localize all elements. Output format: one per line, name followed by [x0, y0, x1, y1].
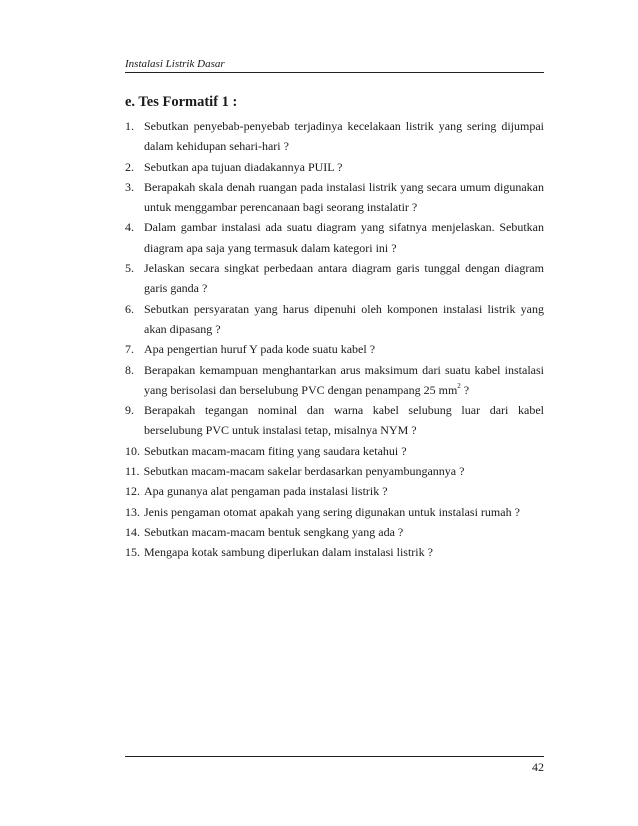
- question-text-main: Berapakah tegangan nominal dan warna kabel selubung luar dari kabel berselubung PVC untuk instalasi tetap, misalnya NYM ?: [144, 403, 544, 438]
- question-text: [144, 441, 544, 461]
- question-item: [125, 441, 544, 461]
- question-item: [125, 542, 544, 562]
- question-text: [144, 360, 544, 401]
- question-text: [144, 177, 544, 218]
- question-text: [144, 400, 544, 441]
- question-number: 12.: [125, 484, 140, 499]
- question-item: [125, 461, 544, 481]
- question-item: [125, 360, 544, 401]
- question-item: [125, 299, 544, 340]
- question-number: 11.: [125, 464, 140, 479]
- question-text-main: Apa gunanya alat pengaman pada instalasi listrik ?: [144, 484, 388, 499]
- question-text: [144, 299, 544, 340]
- question-text: [144, 542, 544, 562]
- question-text-main: Sebutkan persyaratan yang harus dipenuhi oleh komponen instalasi listrik yang akan dipasang ?: [144, 301, 544, 336]
- question-text-main: Sebutkan macam-macam bentuk sengkang yang ada ?: [144, 524, 404, 539]
- question-item: [125, 157, 544, 177]
- question-text-main: Sebutkan macam-macam sakelar berdasarkan penyambungannya ?: [143, 464, 465, 479]
- question-number: 5.: [125, 261, 134, 276]
- question-text-main: Jelaskan secara singkat perbedaan antara diagram garis tunggal dengan diagram garis ganda ?: [144, 261, 544, 296]
- question-text-main: Apa pengertian huruf Y pada kode suatu kabel ?: [144, 342, 376, 357]
- question-item: [125, 400, 544, 441]
- question-item: [125, 116, 544, 157]
- question-text: [144, 258, 544, 299]
- question-number: 9.: [125, 403, 134, 418]
- section-title: e. Tes Formatif 1 :: [125, 94, 238, 110]
- question-number: 13.: [125, 504, 140, 519]
- question-item: [125, 522, 544, 542]
- question-text-main: Dalam gambar instalasi ada suatu diagram yang sifatnya menjelaskan. Sebutkan diagram apa saja yang termasuk dalam kategori ini ?: [144, 220, 544, 255]
- footer-divider: [125, 756, 544, 757]
- question-item: [125, 502, 544, 522]
- question-number: 10.: [125, 443, 140, 458]
- question-text-main: Berapakan kemampuan menghantarkan arus maksimum dari suatu kabel instalasi yang berisolasi dan berselubung PVC dengan penampang 25 mm: [144, 362, 544, 397]
- superscript-exponent: 2: [457, 381, 461, 390]
- question-number: 2.: [125, 159, 134, 174]
- question-item: [125, 217, 544, 258]
- question-text: [144, 481, 544, 501]
- question-number: 1.: [125, 119, 134, 133]
- question-number: 4.: [125, 220, 134, 235]
- question-number: 7.: [125, 342, 134, 357]
- header-divider: [125, 72, 544, 73]
- question-text-main: Sebutkan apa tujuan diadakannya PUIL ?: [144, 159, 343, 174]
- question-item: [125, 481, 544, 501]
- question-item: [125, 177, 544, 218]
- question-number: 3.: [125, 179, 134, 194]
- question-text: [144, 339, 544, 359]
- question-text: [144, 157, 544, 177]
- question-item: [125, 258, 544, 299]
- page-number: 42: [532, 760, 544, 774]
- question-text: [144, 116, 544, 157]
- question-text: [144, 502, 544, 522]
- question-text-main: Mengapa kotak sambung diperlukan dalam instalasi listrik ?: [144, 545, 433, 560]
- question-number: 15.: [125, 545, 140, 560]
- question-text-main: Berapakah skala denah ruangan pada instalasi listrik yang secara umum digunakan untuk menggambar perencanaan bagi seorang instalatir ?: [144, 179, 544, 215]
- question-text-main: Jenis pengaman otomat apakah yang sering digunakan untuk instalasi rumah ?: [144, 504, 520, 519]
- question-number: 8.: [125, 362, 134, 377]
- question-text: [144, 461, 544, 481]
- question-number: 6.: [125, 301, 134, 316]
- question-text-main: Sebutkan macam-macam fiting yang saudara ketahui ?: [144, 443, 407, 458]
- question-text: [144, 522, 544, 542]
- question-number: 14.: [125, 524, 140, 539]
- question-text-main: Sebutkan penyebab-penyebab terjadinya kecelakaan listrik yang sering dijumpai dalam kehidupan sehari-hari ?: [144, 119, 544, 154]
- question-text-tail: ?: [460, 382, 470, 397]
- running-header: Instalasi Listrik Dasar: [125, 58, 225, 70]
- question-item: [125, 339, 544, 359]
- question-text: [144, 217, 544, 258]
- question-list: [125, 116, 544, 563]
